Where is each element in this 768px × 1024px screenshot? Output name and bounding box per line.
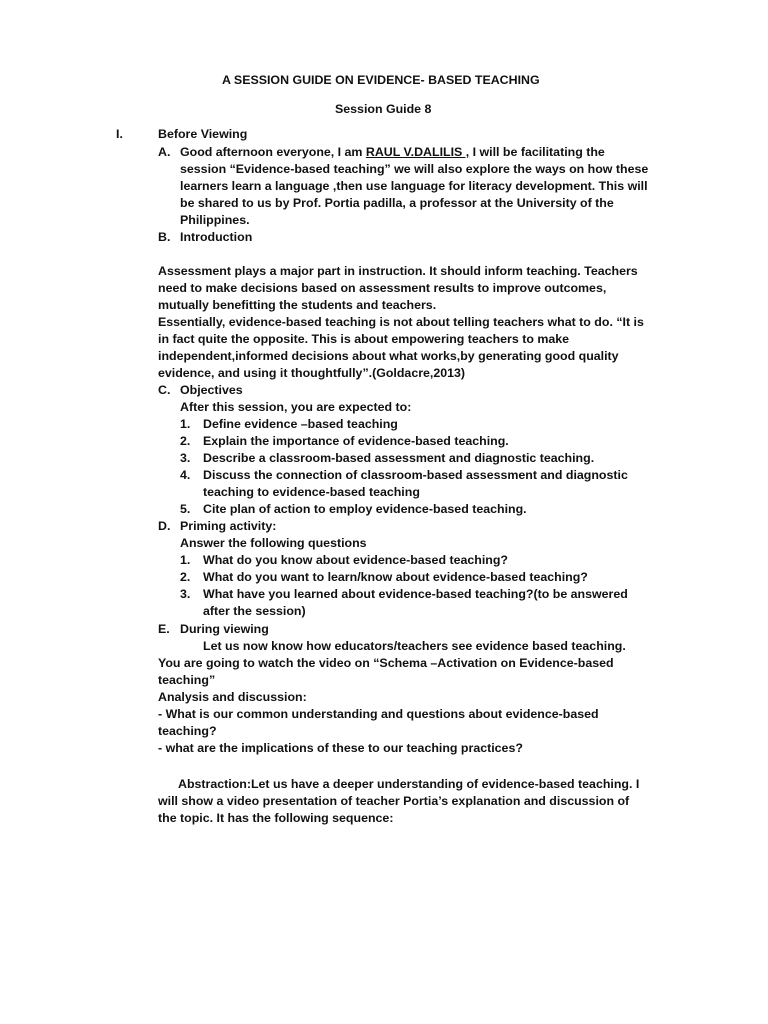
- item-a-line-3: learners learn a language ,then use language for literacy development. This will: [180, 179, 648, 193]
- objective-number: 1.: [180, 417, 191, 431]
- item-c-marker: C.: [158, 383, 171, 397]
- question-text: What do you want to learn/know about evidence-based teaching?: [203, 570, 588, 584]
- abstraction-line-2: will show a video presentation of teacher Portia’s explanation and discussion of: [158, 794, 630, 808]
- objective-number: 4.: [180, 468, 191, 482]
- question-text-continued: after the session): [203, 604, 306, 618]
- item-c-label: Objectives: [180, 383, 243, 397]
- question-number: 3.: [180, 587, 191, 601]
- objective-number: 2.: [180, 434, 191, 448]
- item-e-marker: E.: [158, 622, 170, 636]
- objective-number: 5.: [180, 502, 191, 516]
- intro-p1-line-1: Assessment plays a major part in instruction. It should inform teaching. Teachers: [158, 264, 638, 278]
- question-text: What do you know about evidence-based teaching?: [203, 553, 508, 567]
- section-heading: Before Viewing: [158, 127, 248, 141]
- analysis-question-1: - What is our common understanding and questions about evidence-based: [158, 707, 599, 721]
- objective-text: Explain the importance of evidence-based teaching.: [203, 434, 509, 448]
- priming-lead: Answer the following questions: [180, 536, 367, 550]
- objective-text: Discuss the connection of classroom-based assessment and diagnostic: [203, 468, 628, 482]
- intro-p2-line-1: Essentially, evidence-based teaching is not about telling teachers what to do. “It is: [158, 315, 644, 329]
- during-line-2: You are going to watch the video on “Schema –Activation on Evidence-based: [158, 656, 614, 670]
- item-a-line-5: Philippines.: [180, 213, 250, 227]
- analysis-question-1-continued: teaching?: [158, 724, 217, 738]
- item-b-marker: B.: [158, 230, 171, 244]
- item-a-line-4: be shared to us by Prof. Portia padilla, a professor at the University of the: [180, 196, 614, 210]
- item-a-text-post: I will be facilitating the: [469, 145, 605, 159]
- during-line-1: Let us now know how educators/teachers see evidence based teaching.: [203, 639, 626, 653]
- objective-text-continued: teaching to evidence-based teaching: [203, 485, 420, 499]
- facilitator-name: RAUL V.DALILIS ,: [365, 145, 470, 159]
- intro-p2-line-3: independent,informed decisions about what works,by generating good quality: [158, 349, 619, 363]
- question-text: What have you learned about evidence-based teaching?(to be answered: [203, 587, 628, 601]
- item-a-text-pre: Good afternoon everyone, I am: [180, 145, 366, 159]
- objective-text: Define evidence –based teaching: [203, 417, 398, 431]
- objectives-lead: After this session, you are expected to:: [180, 400, 412, 414]
- intro-p1-line-2: need to make decisions based on assessment results to improve outcomes,: [158, 281, 607, 295]
- objective-text: Describe a classroom-based assessment and diagnostic teaching.: [203, 451, 595, 465]
- intro-p1-line-3: mutually benefitting the students and teachers.: [158, 298, 437, 312]
- objective-text: Cite plan of action to employ evidence-based teaching.: [203, 502, 527, 516]
- item-d-marker: D.: [158, 519, 171, 533]
- intro-p2-line-4: evidence, and using it thoughtfully”.(Goldacre,2013): [158, 366, 466, 380]
- analysis-question-2: - what are the implications of these to our teaching practices?: [158, 741, 523, 755]
- abstraction-line-3: the topic. It has the following sequence:: [158, 811, 394, 825]
- objective-number: 3.: [180, 451, 191, 465]
- item-d-label: Priming activity:: [180, 519, 277, 533]
- section-numeral: I.: [116, 127, 123, 141]
- during-line-3: teaching”: [158, 673, 216, 687]
- intro-p2-line-2: in fact quite the opposite. This is about empowering teachers to make: [158, 332, 570, 346]
- analysis-heading: Analysis and discussion:: [158, 690, 307, 704]
- abstraction-line-1: Abstraction:Let us have a deeper understanding of evidence-based teaching. I: [178, 777, 640, 791]
- item-a-line-2: session “Evidence-based teaching” we will also explore the ways on how these: [180, 162, 649, 176]
- item-a-marker: A.: [158, 145, 171, 159]
- item-e-label: During viewing: [180, 622, 269, 636]
- question-number: 2.: [180, 570, 191, 584]
- session-guide-number: Session Guide 8: [335, 102, 432, 116]
- item-a-line-1: [180, 144, 605, 161]
- document-title: A SESSION GUIDE ON EVIDENCE- BASED TEACHING: [222, 73, 540, 87]
- item-b-label: Introduction: [180, 230, 253, 244]
- question-number: 1.: [180, 553, 191, 567]
